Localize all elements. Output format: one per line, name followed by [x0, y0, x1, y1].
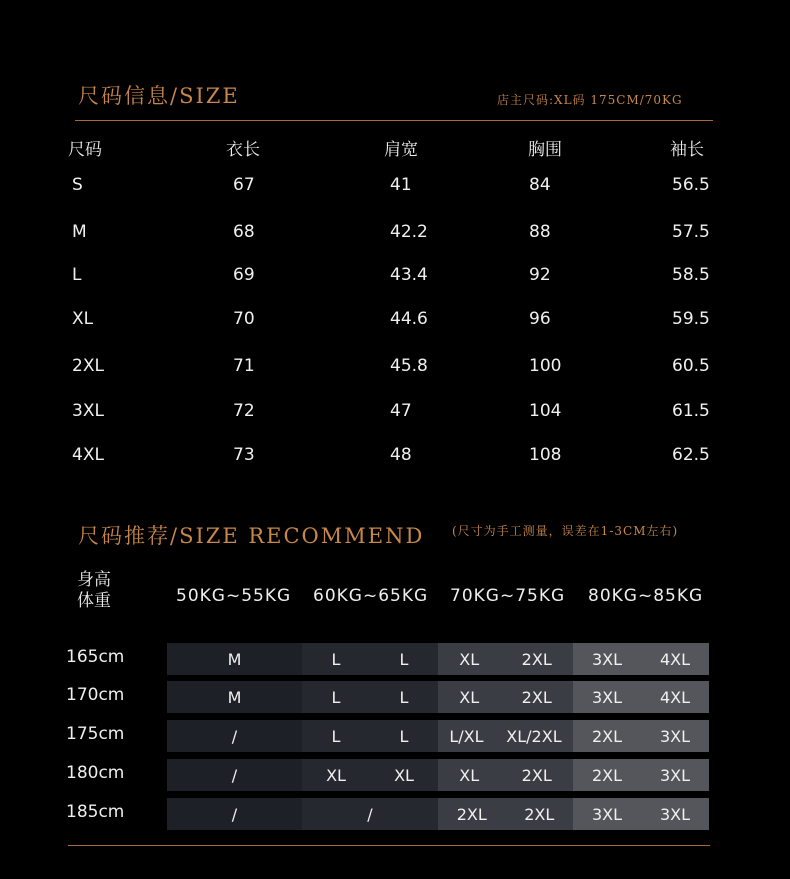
size-cell-size: M [72, 222, 87, 242]
recommended-size: 3XL [659, 726, 691, 746]
size-header-sleeve: 袖长 [670, 140, 704, 160]
recommended-size: 2XL [524, 804, 555, 824]
recommended-size: L [331, 687, 341, 707]
size-section-title: 尺码信息/SIZE [78, 84, 240, 108]
recommended-size: L [399, 687, 409, 707]
recommend-cell [573, 720, 709, 752]
recommended-size: / [367, 804, 373, 824]
recommended-size: 2XL [521, 765, 552, 785]
size-cell-size: 3XL [72, 401, 104, 421]
recommend-cell [438, 681, 573, 713]
size-cell-sleeve: 59.5 [672, 309, 710, 329]
size-cell-size: XL [72, 309, 94, 329]
size-cell-sleeve: 62.5 [672, 445, 710, 465]
height-row-label: 180cm [66, 763, 125, 783]
recommended-size: 2XL [456, 804, 487, 824]
height-row-label: 175cm [66, 724, 125, 744]
recommended-size: 4XL [659, 687, 691, 707]
size-title-divider [75, 120, 713, 121]
recommended-size: 3XL [659, 804, 691, 824]
size-cell-length: 68 [233, 222, 255, 242]
size-cell-shoulder: 47 [390, 401, 412, 421]
recommended-size: L [399, 726, 409, 746]
weight-column-header: 70KG~75KG [450, 586, 566, 606]
recommended-size: 3XL [659, 765, 691, 785]
corner-weight-label: 体重 [77, 591, 111, 611]
weight-column-header: 80KG~85KG [588, 586, 704, 606]
recommended-size: XL [459, 649, 480, 669]
size-cell-length: 72 [233, 401, 255, 421]
recommend-cell [302, 759, 438, 791]
recommended-size: / [231, 726, 238, 746]
size-cell-sleeve: 56.5 [672, 175, 710, 195]
size-header-shoulder: 肩宽 [384, 140, 418, 160]
recommended-size: / [231, 765, 238, 785]
height-row-label: 185cm [66, 802, 125, 822]
recommend-cell [438, 759, 573, 791]
recommended-size: 3XL [591, 804, 623, 824]
recommended-size: M [227, 649, 242, 669]
size-cell-shoulder: 45.8 [390, 356, 428, 376]
recommend-cell [573, 643, 709, 675]
weight-column-header: 50KG~55KG [176, 586, 292, 606]
size-header-chest: 胸围 [528, 140, 562, 160]
recommended-size: / [231, 804, 238, 824]
recommended-size: 3XL [591, 649, 623, 669]
size-cell-chest: 104 [529, 401, 562, 421]
recommend-cell [302, 798, 438, 830]
recommend-row [167, 643, 709, 675]
recommended-size: XL [459, 687, 480, 707]
recommend-cell [573, 798, 709, 830]
recommend-section-note: (尺寸为手工测量，误差在1-3CM左右) [452, 524, 679, 538]
recommend-row [167, 681, 709, 713]
size-cell-sleeve: 57.5 [672, 222, 710, 242]
height-row-label: 170cm [66, 685, 125, 705]
recommended-size: 4XL [659, 649, 691, 669]
size-cell-size: L [72, 265, 82, 285]
recommended-size: L [331, 726, 341, 746]
size-cell-size: S [72, 175, 83, 195]
size-cell-length: 71 [233, 356, 255, 376]
recommend-cell [302, 643, 438, 675]
size-cell-shoulder: 44.6 [390, 309, 428, 329]
recommend-cell [302, 681, 438, 713]
size-cell-sleeve: 61.5 [672, 401, 710, 421]
recommend-cell [573, 759, 709, 791]
recommend-cell [438, 798, 573, 830]
size-cell-shoulder: 43.4 [390, 265, 428, 285]
size-cell-size: 4XL [72, 445, 104, 465]
size-cell-chest: 100 [529, 356, 562, 376]
bottom-divider [68, 845, 710, 846]
recommended-size: XL/2XL [506, 726, 562, 746]
size-cell-length: 73 [233, 445, 255, 465]
size-header-length: 衣长 [226, 140, 260, 160]
recommended-size: M [227, 687, 242, 707]
height-row-label: 165cm [66, 647, 125, 667]
size-cell-chest: 84 [529, 175, 551, 195]
size-cell-shoulder: 42.2 [390, 222, 428, 242]
size-cell-length: 67 [233, 175, 255, 195]
recommend-cell [438, 643, 573, 675]
recommend-row [167, 798, 709, 830]
recommend-row [167, 759, 709, 791]
recommended-size: XL [326, 765, 346, 785]
size-cell-chest: 96 [529, 309, 551, 329]
size-cell-length: 69 [233, 265, 255, 285]
size-header-size: 尺码 [68, 140, 102, 160]
recommended-size: 2XL [521, 687, 552, 707]
size-cell-shoulder: 48 [390, 445, 412, 465]
recommend-cell [302, 720, 438, 752]
recommended-size: XL [394, 765, 414, 785]
recommend-cell [167, 759, 302, 791]
recommend-corner-label [77, 570, 111, 612]
recommend-cell [167, 681, 302, 713]
corner-height-label: 身高 [77, 570, 111, 590]
recommended-size: 3XL [591, 687, 623, 707]
recommend-cell [167, 720, 302, 752]
recommended-size: 2XL [591, 726, 623, 746]
recommended-size: L [331, 649, 341, 669]
size-cell-sleeve: 60.5 [672, 356, 710, 376]
recommend-cell [573, 681, 709, 713]
weight-column-header: 60KG~65KG [313, 586, 429, 606]
size-cell-chest: 88 [529, 222, 551, 242]
size-cell-length: 70 [233, 309, 255, 329]
size-section-note: 店主尺码:XL码 175CM/70KG [497, 93, 683, 107]
recommended-size: L/XL [449, 726, 484, 746]
size-cell-chest: 108 [529, 445, 562, 465]
size-cell-chest: 92 [529, 265, 551, 285]
recommended-size: L [399, 649, 409, 669]
recommend-cell [167, 643, 302, 675]
recommended-size: XL [459, 765, 480, 785]
recommend-cell [167, 798, 302, 830]
recommend-cell [438, 720, 573, 752]
recommend-section-title: 尺码推荐/SIZE RECOMMEND [78, 524, 425, 548]
size-cell-shoulder: 41 [390, 175, 412, 195]
recommend-row [167, 720, 709, 752]
size-cell-size: 2XL [72, 356, 104, 376]
recommended-size: 2XL [521, 649, 552, 669]
size-cell-sleeve: 58.5 [672, 265, 710, 285]
recommended-size: 2XL [591, 765, 623, 785]
